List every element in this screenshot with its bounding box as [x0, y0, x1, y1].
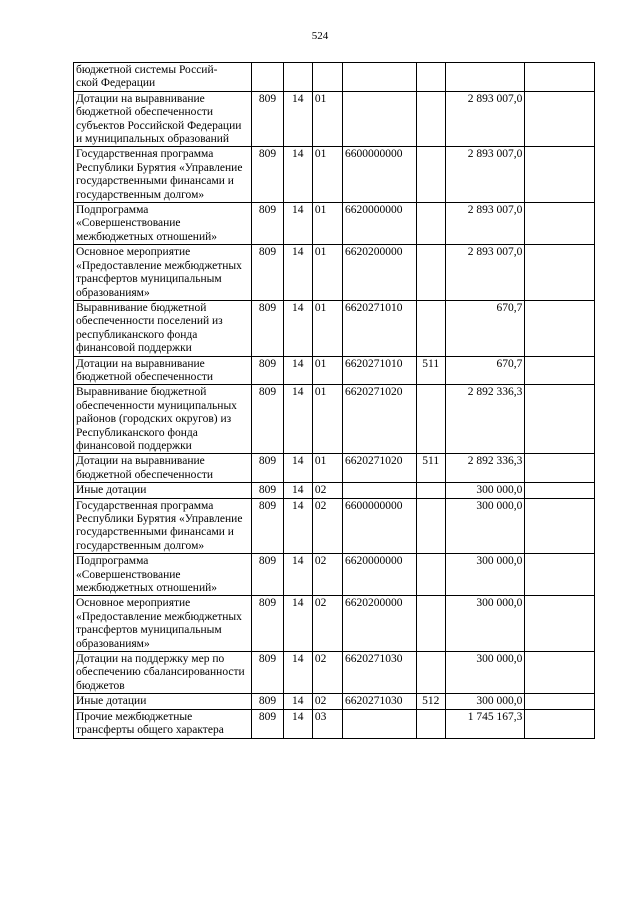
table-row [74, 709, 595, 738]
amount-cell [445, 63, 525, 92]
budget-table-body [74, 63, 595, 739]
section-code-cell: 14 [283, 596, 312, 652]
row-name-cell: Иные дотации [74, 694, 252, 709]
ministry-code-cell: 809 [252, 554, 283, 596]
subsection-code-cell: 01 [312, 356, 342, 385]
amount-cell: 300 000,0 [445, 596, 525, 652]
expense-type-cell [416, 652, 445, 694]
amount-cell: 300 000,0 [445, 483, 525, 498]
subsection-code-cell: 01 [312, 385, 342, 454]
expense-type-cell [416, 483, 445, 498]
table-row [74, 694, 595, 709]
ministry-code-cell: 809 [252, 203, 283, 245]
subsection-code-cell: 02 [312, 498, 342, 554]
row-name-cell: бюджетной системы Россий- ской Федерации [74, 63, 252, 92]
table-row [74, 498, 595, 554]
table-row [74, 385, 595, 454]
amount-cell: 2 893 007,0 [445, 91, 525, 147]
amount-cell: 1 745 167,3 [445, 709, 525, 738]
table-row [74, 245, 595, 301]
amount-cell: 2 892 336,3 [445, 454, 525, 483]
amount-cell: 2 892 336,3 [445, 385, 525, 454]
table-row [74, 356, 595, 385]
subsection-code-cell: 01 [312, 300, 342, 356]
section-code-cell: 14 [283, 652, 312, 694]
target-article-cell: 6620200000 [343, 245, 417, 301]
row-name-cell: Дотации на поддержку мер по обеспечению сбалансированности бюджетов [74, 652, 252, 694]
page-number: 524 [311, 30, 329, 42]
ministry-code-cell: 809 [252, 245, 283, 301]
empty-cell [525, 498, 595, 554]
row-name-cell: Прочие межбюджетные трансферты общего характера [74, 709, 252, 738]
empty-cell [525, 554, 595, 596]
ministry-code-cell: 809 [252, 91, 283, 147]
row-name-cell: Дотации на выравнивание бюджетной обеспеченности субъектов Российской Федерации и муниципальных образований [74, 91, 252, 147]
ministry-code-cell: 809 [252, 385, 283, 454]
empty-cell [525, 694, 595, 709]
target-article-cell: 6600000000 [343, 147, 417, 203]
empty-cell [525, 300, 595, 356]
section-code-cell: 14 [283, 454, 312, 483]
table-row [74, 91, 595, 147]
section-code-cell: 14 [283, 356, 312, 385]
amount-cell: 2 893 007,0 [445, 203, 525, 245]
target-article-cell: 6620271010 [343, 300, 417, 356]
row-name-cell: Выравнивание бюджетной обеспеченности поселений из республиканского фонда финансовой поддержки [74, 300, 252, 356]
ministry-code-cell: 809 [252, 483, 283, 498]
empty-cell [525, 652, 595, 694]
ministry-code-cell: 809 [252, 596, 283, 652]
empty-cell [525, 203, 595, 245]
subsection-code-cell: 03 [312, 709, 342, 738]
row-name-cell: Подпрограмма «Совершенствование межбюджетных отношений» [74, 554, 252, 596]
target-article-cell [343, 709, 417, 738]
amount-cell: 2 893 007,0 [445, 147, 525, 203]
section-code-cell: 14 [283, 91, 312, 147]
subsection-code-cell: 01 [312, 454, 342, 483]
amount-cell: 670,7 [445, 300, 525, 356]
empty-cell [525, 91, 595, 147]
subsection-code-cell: 02 [312, 554, 342, 596]
row-name-cell: Выравнивание бюджетной обеспеченности муниципальных районов (городских округов) из Республиканского фонда финансовой поддержки [74, 385, 252, 454]
empty-cell [525, 147, 595, 203]
target-article-cell: 6620000000 [343, 554, 417, 596]
row-name-cell: Дотации на выравнивание бюджетной обеспеченности [74, 356, 252, 385]
target-article-cell: 6620271010 [343, 356, 417, 385]
empty-cell [525, 356, 595, 385]
subsection-code-cell: 01 [312, 147, 342, 203]
expense-type-cell [416, 203, 445, 245]
row-name-cell: Государственная программа Республики Бурятия «Управление государственными финансами и государственным долгом» [74, 147, 252, 203]
ministry-code-cell: 809 [252, 356, 283, 385]
section-code-cell: 14 [283, 483, 312, 498]
amount-cell: 670,7 [445, 356, 525, 385]
empty-cell [525, 596, 595, 652]
target-article-cell [343, 483, 417, 498]
amount-cell: 2 893 007,0 [445, 245, 525, 301]
section-code-cell: 14 [283, 147, 312, 203]
target-article-cell [343, 91, 417, 147]
expense-type-cell [416, 596, 445, 652]
ministry-code-cell: 809 [252, 498, 283, 554]
section-code-cell: 14 [283, 245, 312, 301]
ministry-code-cell: 809 [252, 454, 283, 483]
table-row [74, 554, 595, 596]
ministry-code-cell: 809 [252, 147, 283, 203]
target-article-cell: 6620271030 [343, 652, 417, 694]
expense-type-cell [416, 300, 445, 356]
expense-type-cell [416, 91, 445, 147]
row-name-cell: Иные дотации [74, 483, 252, 498]
amount-cell: 300 000,0 [445, 694, 525, 709]
row-name-cell: Основное мероприятие «Предоставление межбюджетных трансфертов муниципальным образованиям» [74, 245, 252, 301]
ministry-code-cell [252, 63, 283, 92]
table-row [74, 300, 595, 356]
target-article-cell: 6620271020 [343, 454, 417, 483]
expense-type-cell [416, 147, 445, 203]
empty-cell [525, 709, 595, 738]
subsection-code-cell: 01 [312, 245, 342, 301]
section-code-cell: 14 [283, 203, 312, 245]
section-code-cell: 14 [283, 709, 312, 738]
expense-type-cell [416, 385, 445, 454]
table-row [74, 454, 595, 483]
target-article-cell: 6620000000 [343, 203, 417, 245]
row-name-cell: Подпрограмма «Совершенствование межбюджетных отношений» [74, 203, 252, 245]
target-article-cell: 6620271020 [343, 385, 417, 454]
subsection-code-cell: 02 [312, 694, 342, 709]
target-article-cell [343, 63, 417, 92]
table-row [74, 596, 595, 652]
empty-cell [525, 63, 595, 92]
section-code-cell: 14 [283, 385, 312, 454]
section-code-cell: 14 [283, 554, 312, 596]
target-article-cell: 6600000000 [343, 498, 417, 554]
amount-cell: 300 000,0 [445, 554, 525, 596]
subsection-code-cell: 02 [312, 652, 342, 694]
row-name-cell: Государственная программа Республики Бурятия «Управление государственными финансами и государственным долгом» [74, 498, 252, 554]
table-row [74, 652, 595, 694]
expense-type-cell: 511 [416, 356, 445, 385]
section-code-cell: 14 [283, 498, 312, 554]
target-article-cell: 6620271030 [343, 694, 417, 709]
table-row [74, 483, 595, 498]
row-name-cell: Основное мероприятие «Предоставление межбюджетных трансфертов муниципальным образованиям» [74, 596, 252, 652]
ministry-code-cell: 809 [252, 652, 283, 694]
empty-cell [525, 454, 595, 483]
empty-cell [525, 385, 595, 454]
table-row [74, 63, 595, 92]
subsection-code-cell: 02 [312, 596, 342, 652]
amount-cell: 300 000,0 [445, 652, 525, 694]
expense-type-cell [416, 498, 445, 554]
ministry-code-cell: 809 [252, 709, 283, 738]
section-code-cell [283, 63, 312, 92]
table-row [74, 147, 595, 203]
empty-cell [525, 245, 595, 301]
ministry-code-cell: 809 [252, 694, 283, 709]
subsection-code-cell: 02 [312, 483, 342, 498]
expense-type-cell [416, 63, 445, 92]
empty-cell [525, 483, 595, 498]
expense-type-cell: 511 [416, 454, 445, 483]
expense-type-cell [416, 245, 445, 301]
section-code-cell: 14 [283, 694, 312, 709]
section-code-cell: 14 [283, 300, 312, 356]
ministry-code-cell: 809 [252, 300, 283, 356]
subsection-code-cell [312, 63, 342, 92]
subsection-code-cell: 01 [312, 91, 342, 147]
target-article-cell: 6620200000 [343, 596, 417, 652]
subsection-code-cell: 01 [312, 203, 342, 245]
table-row [74, 203, 595, 245]
row-name-cell: Дотации на выравнивание бюджетной обеспеченности [74, 454, 252, 483]
expense-type-cell [416, 554, 445, 596]
budget-table [73, 62, 595, 739]
amount-cell: 300 000,0 [445, 498, 525, 554]
expense-type-cell [416, 709, 445, 738]
expense-type-cell: 512 [416, 694, 445, 709]
